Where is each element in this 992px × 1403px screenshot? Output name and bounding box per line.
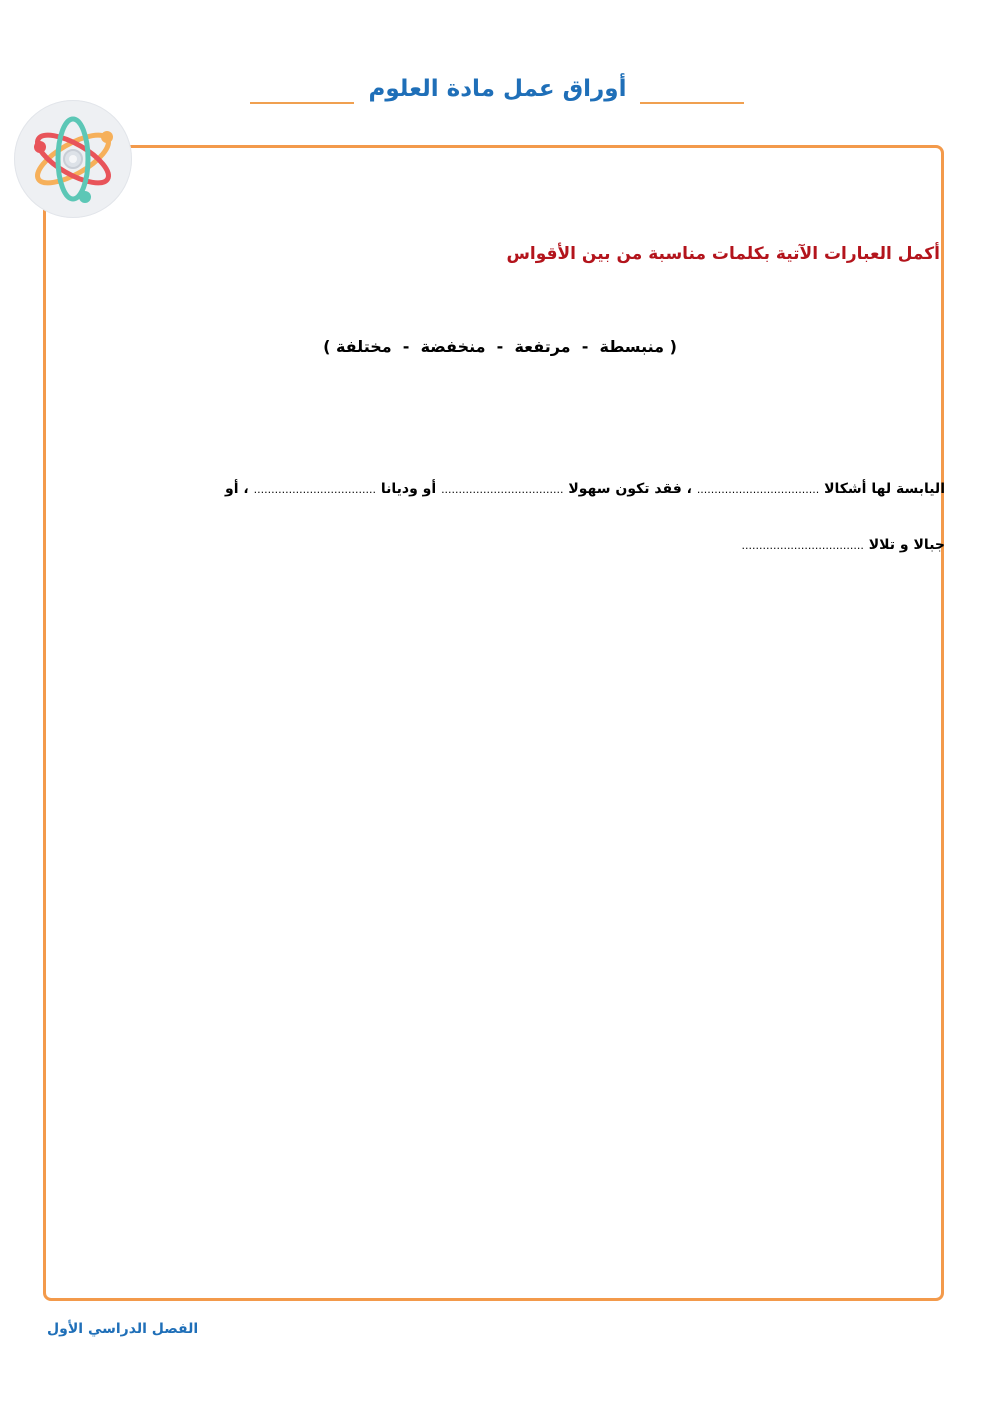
footer-semester: الفصل الدراسي الأول [47, 1321, 199, 1337]
page-header [0, 70, 992, 120]
word-choices: ( منبسطة - مرتفعة - منخفضة - مختلفة ) [323, 337, 677, 356]
answer-blank-3[interactable]: ................................... [253, 483, 377, 496]
sentence-text: جبالا و تلالا [863, 537, 945, 553]
exercise-instruction: أكمل العبارات الآتية بكلمات مناسبة من بين الأقواس [506, 244, 940, 264]
sentence-text: ، فقد تكون سهولا [563, 481, 697, 497]
atom-logo [14, 100, 132, 218]
page-title: أوراق عمل مادة العلوم [368, 76, 627, 102]
sentence-line-2 [741, 537, 945, 553]
sentence-line-1 [225, 481, 945, 497]
sentence-text: اليابسة لها أشكالا [819, 481, 945, 497]
sentence-text: ، أو [225, 481, 254, 497]
answer-blank-4[interactable]: ................................... [741, 539, 864, 552]
sentence-text: أو وديانا [376, 481, 442, 497]
header-rule-right [640, 102, 744, 104]
header-rule-left [250, 102, 354, 104]
answer-blank-2[interactable]: ................................... [441, 483, 564, 496]
content-frame [43, 145, 944, 1301]
answer-blank-1[interactable]: ................................... [696, 483, 820, 496]
atom-icon [14, 100, 132, 218]
